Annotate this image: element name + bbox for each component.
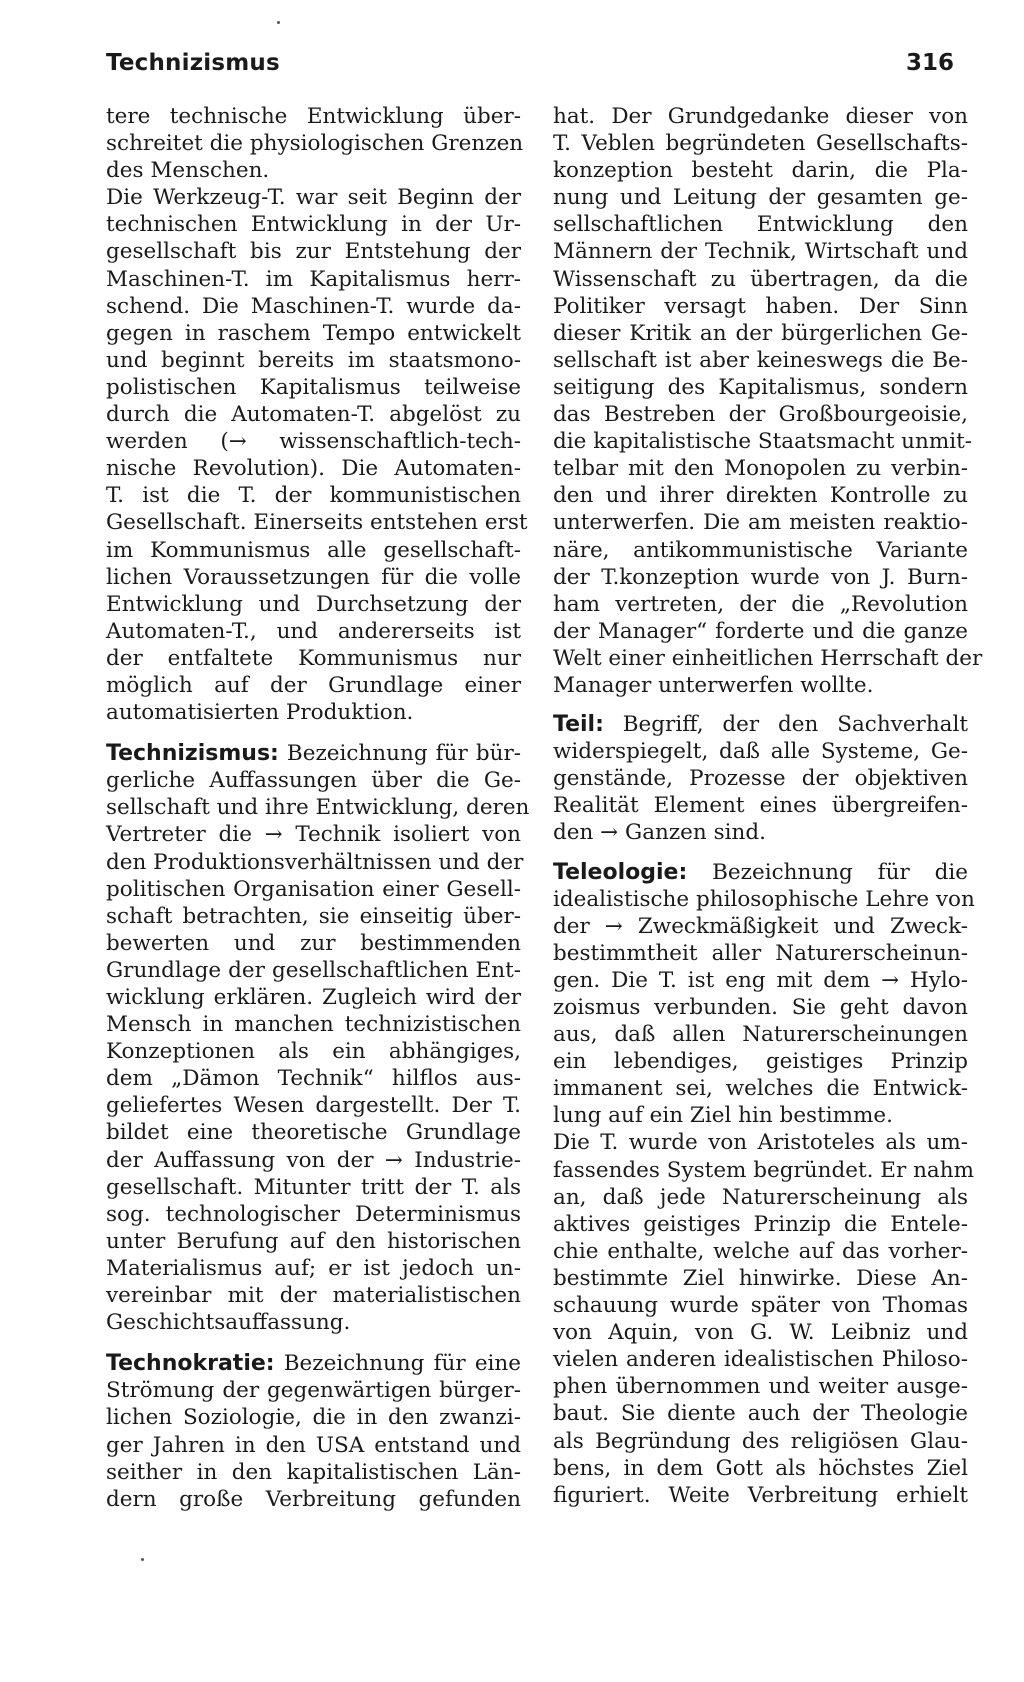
- entry-term: Teleologie:: [553, 859, 688, 885]
- running-head: Technizismus: [106, 50, 280, 76]
- text-line: sellschaft ist aber keineswegs die Be-: [553, 347, 968, 373]
- text-line: gen. Die T. ist eng mit dem → Hylo-: [553, 967, 968, 993]
- text-line: lichen Soziologie, die in den zwanzi-: [106, 1405, 521, 1431]
- text-line: Männern der Technik, Wirtschaft und: [553, 239, 968, 265]
- text-line: Realität Element eines übergreifen-: [553, 793, 968, 819]
- text-line: möglich auf der Grundlage einer: [106, 672, 521, 698]
- text-line: baut. Sie diente auch der Theologie: [553, 1401, 968, 1427]
- text-line: Geschichtsauffassung.: [106, 1310, 351, 1336]
- text-line: genstände, Prozesse der objektiven: [553, 766, 968, 792]
- text-line: bestimmtheit aller Naturerscheinun-: [553, 940, 968, 966]
- text-line: lung auf ein Ziel hin bestimme.: [553, 1103, 893, 1129]
- text-line: figuriert. Weite Verbreitung erhielt: [553, 1482, 968, 1508]
- text-line: seitigung des Kapitalismus, sondern: [553, 374, 968, 400]
- text-line: Politiker versagt haben. Der Sinn: [553, 293, 968, 319]
- text-line: den Produktionsverhältnissen und der: [106, 849, 524, 875]
- text-line: des Menschen.: [106, 158, 270, 184]
- text-line: Maschinen-T. im Kapitalismus herr-: [106, 266, 521, 292]
- text-line: durch die Automaten-T. abgelöst zu: [106, 402, 521, 428]
- text-line: sellschaft und ihre Entwicklung, deren: [106, 795, 530, 821]
- entry-headline: [106, 1350, 521, 1377]
- entry-technizismus: [106, 740, 530, 1336]
- entry-term: Teil:: [553, 712, 604, 738]
- text-line: der → Zweckmäßigkeit und Zweck-: [553, 913, 968, 939]
- text-line: tere technische Entwicklung über-: [106, 104, 521, 129]
- text-line: Die Werkzeug-T. war seit Beginn der: [106, 185, 521, 211]
- text-line: zoismus verbunden. Sie geht davon: [553, 995, 968, 1020]
- text-line: geliefertes Wesen dargestellt. Der T.: [106, 1093, 521, 1119]
- entry-continuation: [106, 103, 528, 726]
- text-line: T. ist die T. der kommunistischen: [106, 483, 521, 509]
- text-line: idealistische philosophische Lehre von: [553, 886, 975, 912]
- text-line: fassendes System begründet. Er nahm: [553, 1157, 974, 1183]
- page-header: [106, 50, 954, 90]
- text-line: polistischen Kapitalismus teilweise: [106, 374, 521, 400]
- text-line: von Aquin, von G. W. Leibniz und: [553, 1320, 968, 1346]
- text-line: sog. technologischer Determinismus: [106, 1201, 521, 1227]
- text-line: vereinbar mit der materialistischen: [106, 1283, 521, 1309]
- text-line: gerliche Auffassungen über die Ge-: [106, 768, 521, 794]
- text-line: Materialismus auf; er ist jedoch un-: [106, 1255, 521, 1281]
- text-line: Grundlage der gesellschaftlichen Ent-: [106, 957, 521, 983]
- text-line: Mensch in manchen technizistischen: [106, 1012, 521, 1038]
- text-line: gegen in raschem Tempo entwickelt: [106, 320, 521, 346]
- text-line: im Kommunismus alle gesellschaft-: [106, 537, 521, 563]
- text-line: der T.konzeption wurde von J. Burn-: [553, 564, 968, 590]
- text-line: schend. Die Maschinen-T. wurde da-: [106, 293, 521, 319]
- text-line: widerspiegelt, daß alle Systeme, Ge-: [553, 739, 968, 765]
- text-line: ger Jahren in den USA entstand und: [106, 1432, 521, 1458]
- left-column: [106, 103, 530, 1513]
- text-line: seither in den kapitalistischen Län-: [106, 1459, 521, 1485]
- text-line: Automaten-T., und andererseits ist: [106, 618, 521, 644]
- text-line: dern große Verbreitung gefunden: [106, 1486, 521, 1512]
- page-number: 316: [905, 50, 954, 76]
- text-line: aus, daß allen Naturerscheinungen: [553, 1022, 968, 1048]
- text-line: als Begründung des religiösen Glau-: [553, 1428, 968, 1454]
- text-line: vielen anderen idealistischen Philoso-: [553, 1347, 968, 1373]
- text-line: Vertreter die → Technik isoliert von: [106, 822, 521, 848]
- text-line: an, daß jede Naturerscheinung als: [553, 1184, 968, 1210]
- entry-term: Technizismus:: [106, 741, 279, 767]
- text-line: Begriff, der den Sachverhalt: [603, 712, 968, 738]
- entry-headline: [553, 711, 968, 738]
- text-line: schauung wurde später von Thomas: [553, 1293, 968, 1319]
- text-line: bestimmte Ziel hinwirke. Diese An-: [553, 1265, 968, 1291]
- text-line: schaft betrachten, sie einseitig über-: [106, 903, 521, 929]
- text-line: bens, in dem Gott als höchstes Ziel: [553, 1455, 968, 1481]
- text-line: werden (→ wissenschaftlich-tech-: [106, 429, 521, 455]
- text-line: Welt einer einheitlichen Herrschaft der: [553, 645, 983, 671]
- text-line: gesellschaft bis zur Entstehung der: [106, 239, 521, 265]
- text-line: Wissenschaft zu übertragen, da die: [553, 266, 968, 292]
- text-line: Konzeptionen als ein abhängiges,: [106, 1039, 521, 1065]
- text-line: der Manager“ forderte und die ganze: [553, 618, 968, 644]
- text-line: T. Veblen begründeten Gesellschafts-: [553, 131, 968, 157]
- text-line: aktives geistiges Prinzip die Entele-: [553, 1211, 968, 1237]
- text-line: wicklung erklären. Zugleich wird der: [106, 985, 521, 1010]
- text-line: schreitet die physiologischen Grenzen: [106, 131, 524, 157]
- text-line: bewerten und zur bestimmenden: [106, 930, 521, 956]
- text-line: unterwerfen. Die am meisten reaktio-: [553, 510, 968, 536]
- entry-headline: [106, 740, 521, 767]
- text-line: dem „Dämon Technik“ hilflos aus-: [106, 1066, 521, 1092]
- right-column: [553, 103, 983, 1509]
- text-line: näre, antikommunistische Variante: [553, 537, 968, 563]
- entry-technokratie: [106, 1350, 521, 1513]
- text-line: lichen Voraussetzungen für die volle: [106, 564, 521, 590]
- paper-speck: [277, 21, 280, 24]
- text-line: dieser Kritik an der bürgerlichen Ge-: [553, 320, 968, 346]
- text-line: der entfaltete Kommunismus nur: [106, 645, 521, 671]
- text-line: phen übernommen und weiter ausge-: [553, 1374, 968, 1400]
- text-line: nung und Leitung der gesamten ge-: [553, 185, 968, 211]
- text-line: Strömung der gegenwärtigen bürger-: [106, 1378, 521, 1404]
- text-line: automatisierten Produktion.: [106, 700, 414, 726]
- text-line: den und ihrer direkten Kontrolle zu: [553, 483, 968, 509]
- entry-technokratie-continuation: [553, 103, 983, 699]
- text-line: Bezeichnung für die: [687, 859, 968, 885]
- text-line: hat. Der Grundgedanke dieser von: [553, 104, 968, 129]
- entry-teleologie: [553, 859, 975, 1509]
- text-line: politischen Organisation einer Gesell-: [106, 876, 521, 902]
- text-line: nische Revolution). Die Automaten-: [106, 456, 521, 482]
- text-line: gesellschaft. Mitunter tritt der T. als: [106, 1174, 521, 1200]
- text-line: sellschaftlichen Entwicklung den: [553, 212, 968, 238]
- text-line: Gesellschaft. Einerseits entstehen erst: [106, 510, 528, 536]
- text-line: chie enthalte, welche auf das vorher-: [553, 1238, 968, 1264]
- text-line: der Auffassung von der → Industrie-: [106, 1147, 521, 1173]
- paper-speck: [141, 1558, 144, 1561]
- text-line: Bezeichnung für eine: [274, 1351, 521, 1377]
- text-line: ein lebendiges, geistiges Prinzip: [553, 1049, 968, 1075]
- text-line: und beginnt bereits im staatsmono-: [106, 347, 521, 373]
- text-line: das Bestreben der Großbourgeoisie,: [553, 402, 968, 428]
- text-line: immanent sei, welches die Entwick-: [553, 1076, 968, 1102]
- text-line: ham vertreten, der die „Revolution: [553, 591, 968, 617]
- entry-term: Technokratie:: [106, 1351, 275, 1377]
- text-line: telbar mit den Monopolen zu verbin-: [553, 456, 968, 482]
- text-line: Entwicklung und Durchsetzung der: [106, 591, 521, 617]
- text-line: Manager unterwerfen wollte.: [553, 672, 874, 698]
- text-line: unter Berufung auf den historischen: [106, 1228, 521, 1254]
- text-line: konzeption besteht darin, die Pla-: [553, 158, 968, 184]
- entry-teil: [553, 711, 968, 846]
- text-line: Die T. wurde von Aristoteles als um-: [553, 1130, 968, 1156]
- entry-headline: [553, 859, 968, 886]
- text-line: technischen Entwicklung in der Ur-: [106, 212, 521, 238]
- text-line: bildet eine theoretische Grundlage: [106, 1120, 521, 1146]
- text-line: die kapitalistische Staatsmacht unmit-: [553, 429, 973, 455]
- text-line: Bezeichnung für bür-: [278, 741, 521, 767]
- text-line: den → Ganzen sind.: [553, 820, 766, 846]
